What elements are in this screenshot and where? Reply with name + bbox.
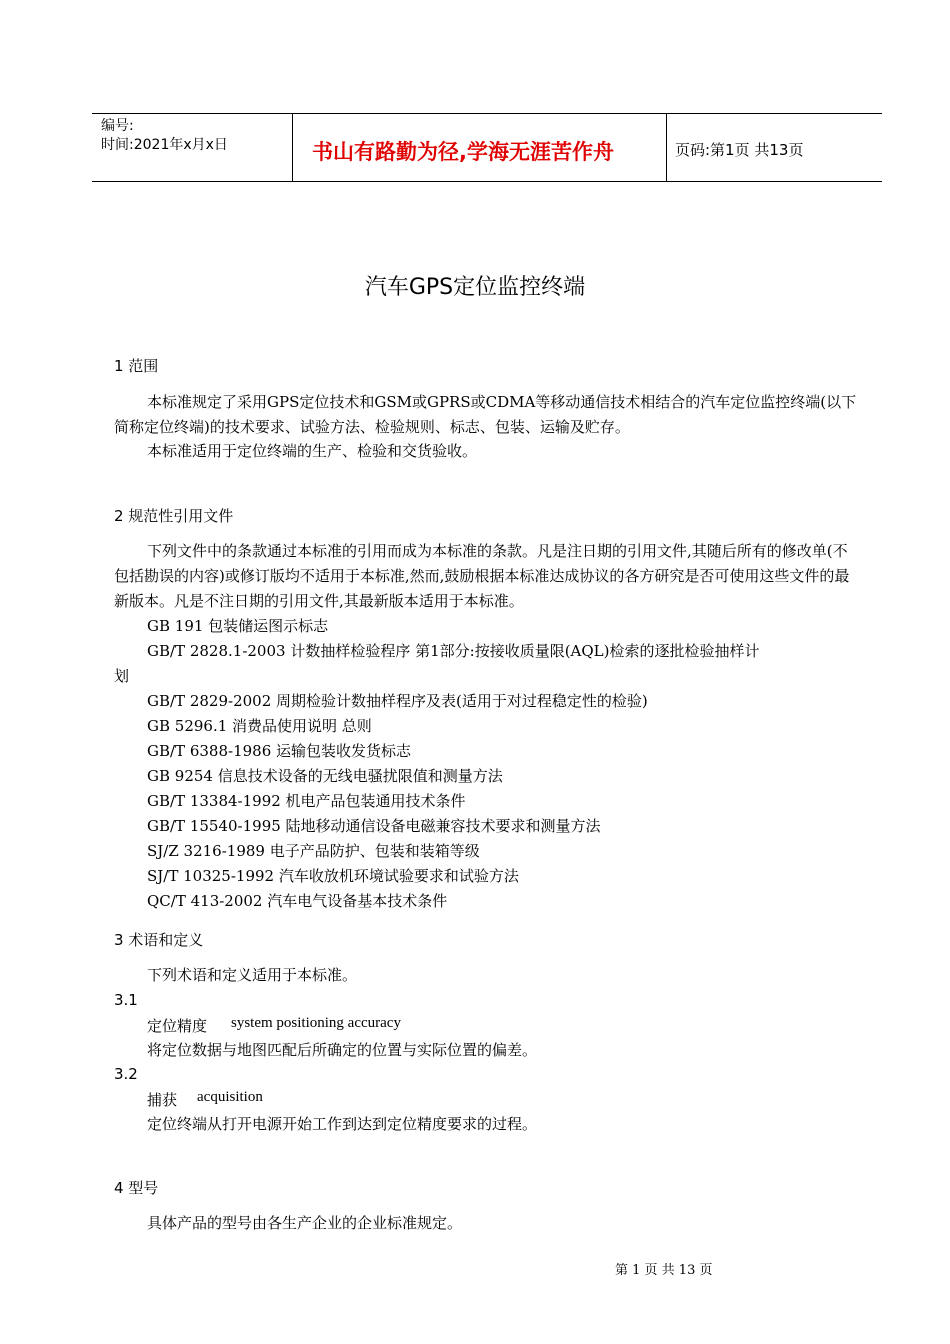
section-1-paragraph-1: 本标准规定了采用GPS定位技术和GSM或GPRS或CDMA等移动通信技术相结合的汽车定位监控终端(以下简称定位终端)的技术要求、试验方法、检验规则、标志、包装、运输及贮存。 [114,393,857,436]
reference-item-continuation: 划 [114,667,130,685]
term-3-2-number: 3.2 [114,1065,138,1083]
section-1-paragraph-2: 本标准适用于定位终端的生产、检验和交货验收。 [147,442,478,460]
reference-item: GB/T 15540-1995 陆地移动通信设备电磁兼容技术要求和测量方法 [147,817,601,835]
header-bottom-border [92,181,882,182]
term-3-1-definition: 将定位数据与地图匹配后所确定的位置与实际位置的偏差。 [147,1041,538,1059]
header-time-label: 时间:2021年x月x日 [101,137,228,153]
header-number-label: 编号: [101,118,134,134]
header-top-border [92,113,882,114]
page-footer: 第 1 页 共 13 页 [615,1263,713,1278]
term-3-1-name: 定位精度 [147,1017,208,1035]
reference-item: GB/T 13384-1992 机电产品包装通用技术条件 [147,792,466,810]
section-1-heading: 1 范围 [114,357,159,375]
term-3-1-number: 3.1 [114,991,138,1009]
reference-item: GB 5296.1 消费品使用说明 总则 [147,717,372,735]
reference-item: SJ/Z 3216-1989 电子产品防护、包装和装箱等级 [147,842,480,860]
term-3-2-name: 捕获 [147,1091,178,1109]
section-2-heading: 2 规范性引用文件 [114,507,234,525]
term-3-2-english: acquisition [197,1089,263,1105]
header-motto: 书山有路勤为径,学海无涯苦作舟 [312,140,614,164]
reference-item: GB 191 包装储运图示标志 [147,617,329,635]
document-title: 汽车GPS定位监控终端 [364,275,586,300]
reference-item: SJ/T 10325-1992 汽车收放机环境试验要求和试验方法 [147,867,519,885]
section-4-heading: 4 型号 [114,1179,159,1197]
reference-item: GB/T 6388-1986 运输包装收发货标志 [147,742,412,760]
section-3-heading: 3 术语和定义 [114,931,204,949]
section-2-paragraph-1: 下列文件中的条款通过本标准的引用而成为本标准的条款。凡是注日期的引用文件,其随后所有的修改单(不包括勘误的内容)或修订版均不适用于本标准,然而,鼓励根据本标准达成协议的各方研究是否可使用这些文件的最新版本。凡是不注日期的引用文件,其最新版本适用于本标准。 [114,542,850,610]
header-divider-1 [292,113,293,182]
reference-item: GB 9254 信息技术设备的无线电骚扰限值和测量方法 [147,767,503,785]
reference-item: GB/T 2829-2002 周期检验计数抽样程序及表(适用于对过程稳定性的检验) [147,692,648,710]
reference-item: GB/T 2828.1-2003 计数抽样检验程序 第1部分:按接收质量限(AQL)检索的逐批检验抽样计 [147,642,760,660]
term-3-2-definition: 定位终端从打开电源开始工作到达到定位精度要求的过程。 [147,1115,538,1133]
section-3-intro: 下列术语和定义适用于本标准。 [147,966,358,984]
header-divider-2 [666,113,667,182]
section-4-paragraph-1: 具体产品的型号由各生产企业的企业标准规定。 [147,1214,463,1232]
reference-item: QC/T 413-2002 汽车电气设备基本技术条件 [147,892,448,910]
term-3-1-english: system positioning accuracy [231,1015,401,1031]
header-page-info: 页码:第1页 共13页 [675,141,804,159]
